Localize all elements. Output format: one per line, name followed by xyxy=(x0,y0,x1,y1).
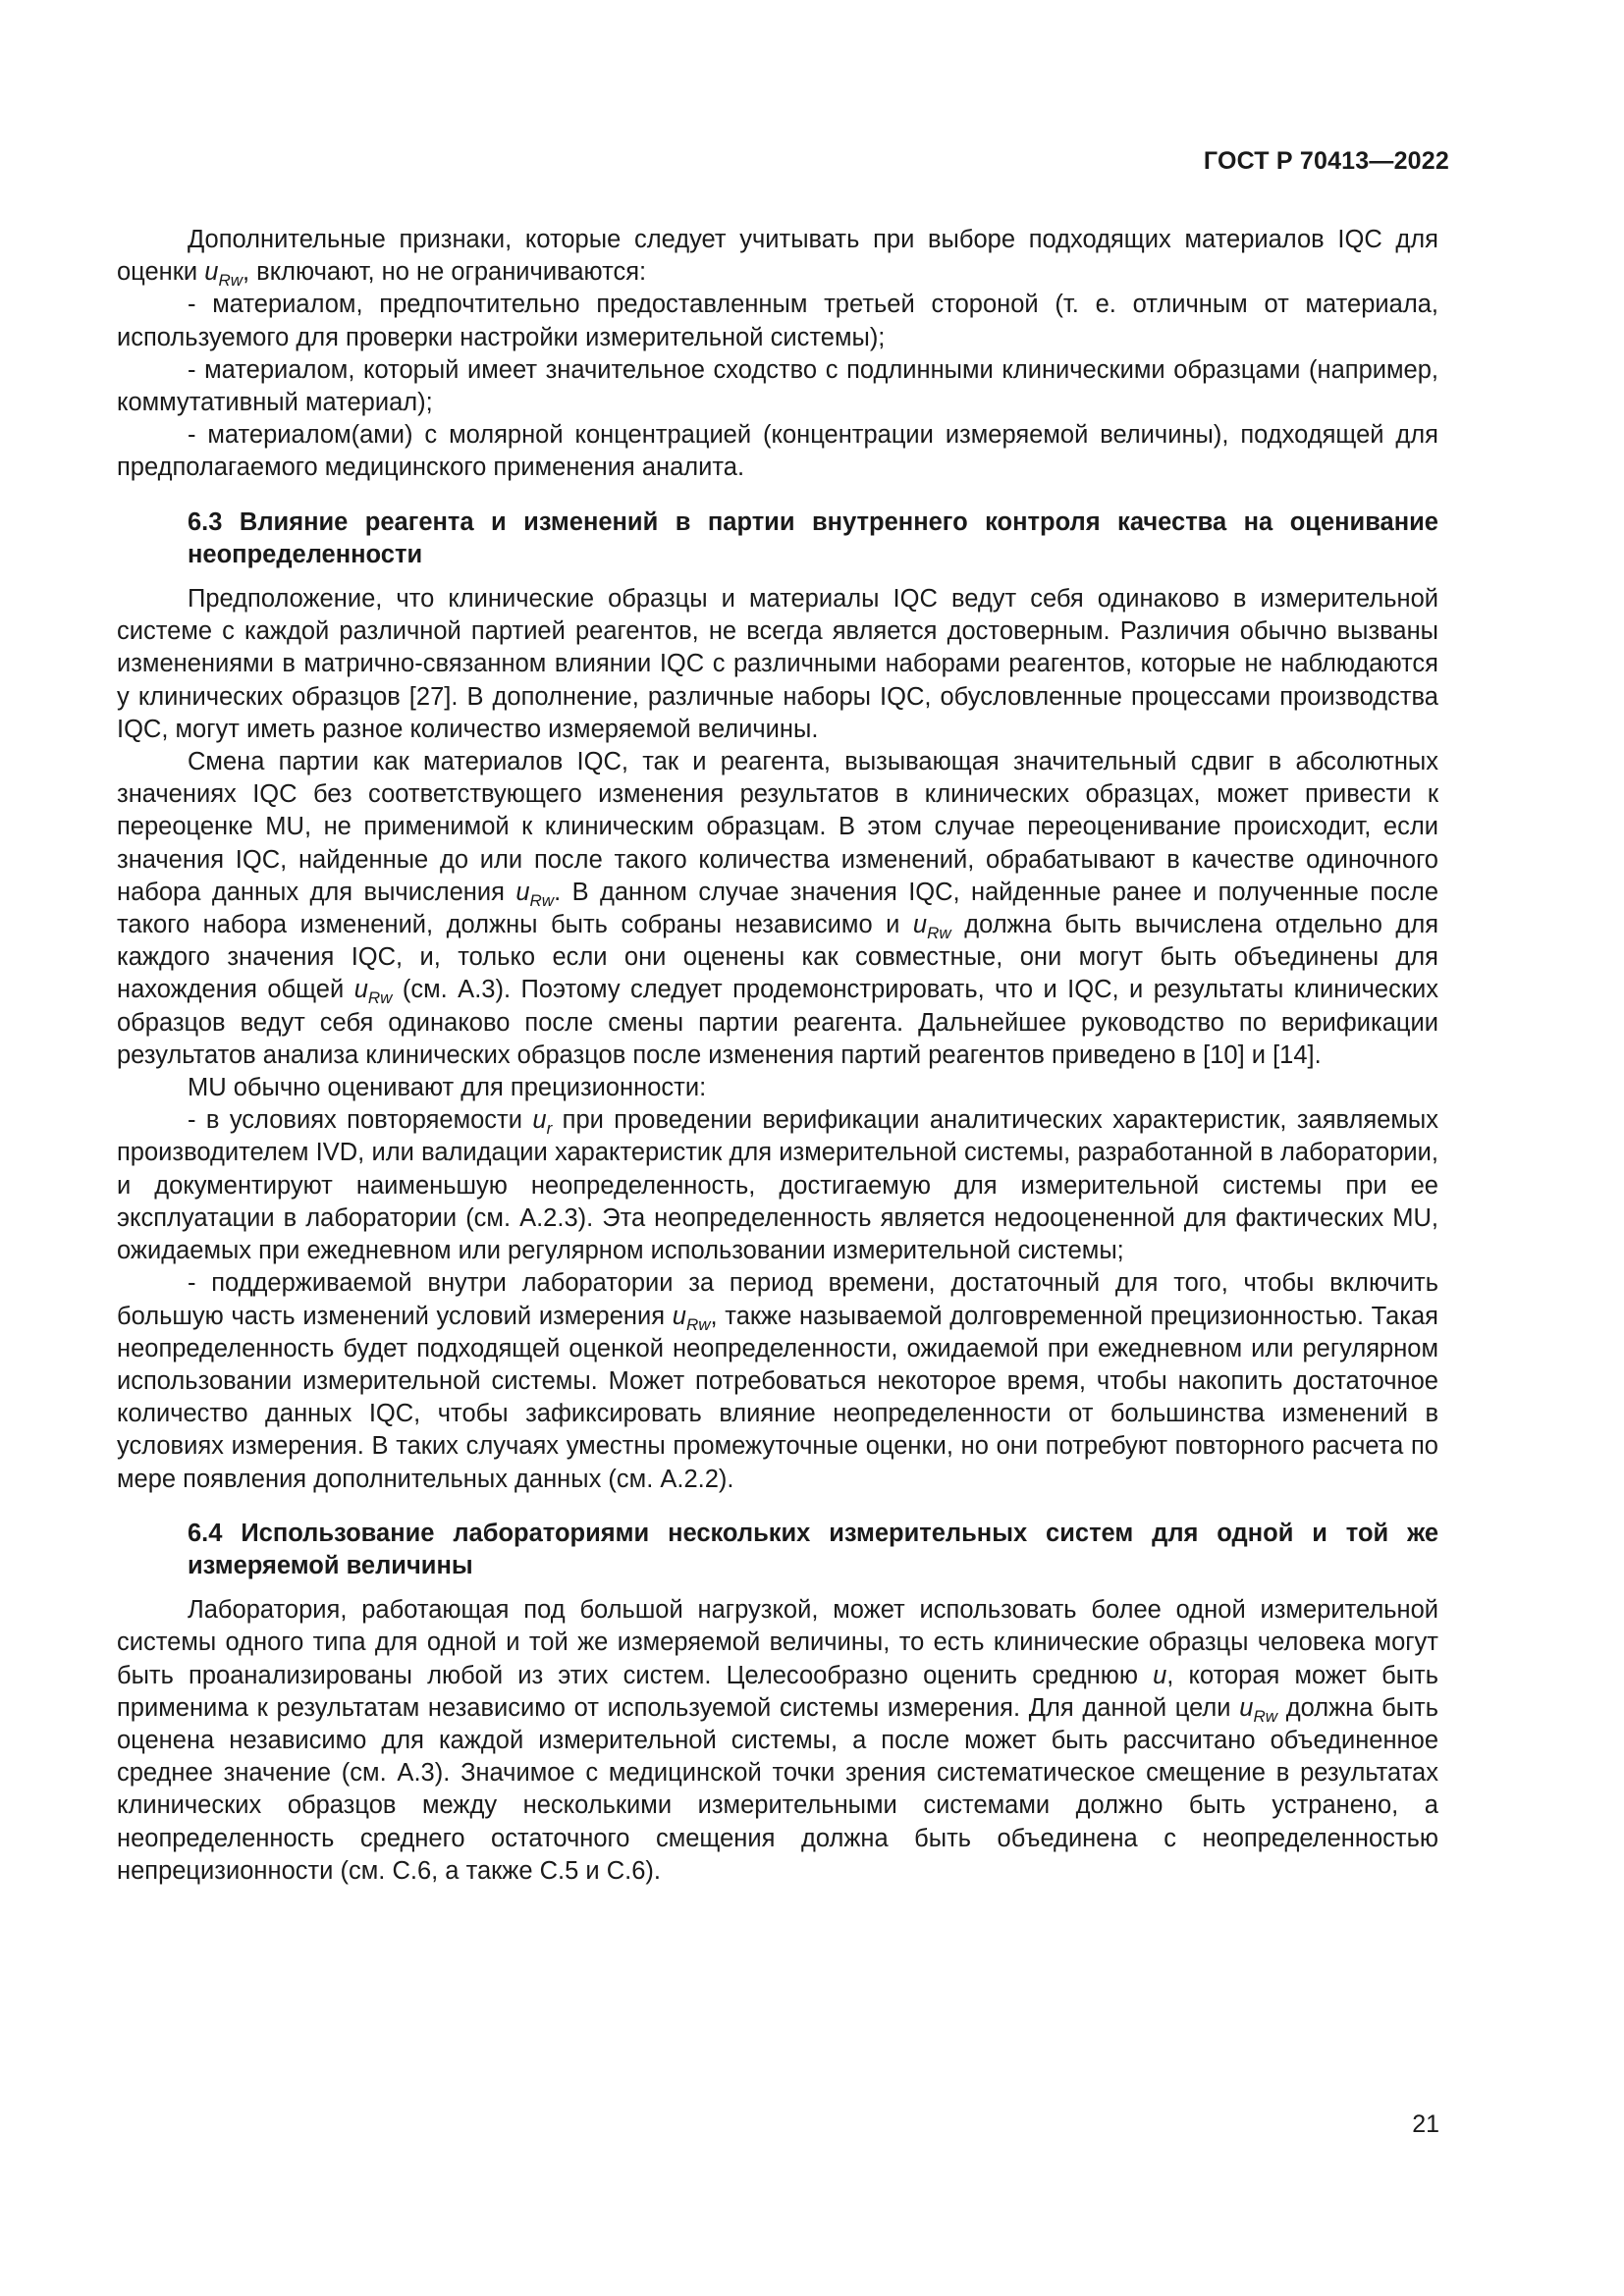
paragraph: Предположение, что клинические образцы и материалы IQC ведут себя одинаково в измерительной системе с каждой различной партией реагентов, не всегда является достоверным. Различия обычно вызваны изменениями в матрично-связанном влиянии IQC с различными наборами реагентов, которые не наблюдаются у клинических образцов [27]. В дополнение, различные наборы IQC, обусловленные процессами производства IQC, могут иметь разное количество измеряемой величины. xyxy=(117,585,1438,743)
symbol-subscript: Rw xyxy=(927,924,951,943)
text-run: , которая может быть применима к результатам независимо от используемой системы измерения. Для данной цели xyxy=(117,1661,1438,1722)
text-run: - в условиях повторяемости xyxy=(188,1106,533,1135)
symbol-u: u xyxy=(912,911,928,939)
section-heading-6-4: 6.4 Использование лабораториями нескольких измерительных систем для одной и той же измеряемой величины xyxy=(188,1519,1438,1579)
text-run: при проведении верификации аналитических характеристик, заявляемых производителем IVD, или валидации характеристик для измерительной системы, разработанной в лаборатории, и документируют наименьшую неопределенность, достигаемую для измерительной системы при ее эксплуатации в лаборатории (см. А.2.3). Эта неопределенность является недооцененной для фактических MU, ожидаемых при ежедневном или регулярном использовании измерительной системы; xyxy=(117,1106,1438,1265)
symbol-subscript: Rw xyxy=(367,988,393,1008)
text-run: Смена партии как материалов IQC, так и реагента, вызывающая значительный сдвиг в абсолютных значениях IQC без соответствующего изменения результатов в клинических образцах, может привести к переоценке MU, не применимой к клиническим образцам. В этом случае переоценивание происходит, если значения IQC, найденные до или после такого количества изменений, обрабатывают в качестве одиночного набора данных для вычисления xyxy=(117,748,1438,906)
symbol-u: u xyxy=(1153,1661,1167,1689)
symbol-u: u xyxy=(515,878,530,906)
text-run: - поддерживаемой внутри лаборатории за период времени, достаточный для того, чтобы включить большую часть изменений условий измерения xyxy=(117,1269,1438,1330)
symbol-u: u xyxy=(532,1106,547,1135)
page-number: 21 xyxy=(1412,2110,1439,2138)
symbol-u: u xyxy=(1239,1693,1254,1722)
paragraph xyxy=(117,224,1438,289)
symbol-u: u xyxy=(672,1302,686,1330)
text-run: Дополнительные признаки, которые следует учитывать при выборе подходящих материалов IQC для оценки xyxy=(117,226,1438,287)
symbol-subscript: Rw xyxy=(1253,1706,1277,1726)
symbol-subscript: r xyxy=(546,1119,553,1139)
document-code: ГОСТ Р 70413—2022 xyxy=(1203,147,1449,175)
text-run: , включают, но не ограничиваются: xyxy=(243,258,647,287)
list-item: - материалом, предпочтительно предоставленным третьей стороной (т. е. отличным от материала, используемого для проверки настройки измерительной системы); xyxy=(117,291,1438,351)
list-item xyxy=(117,1267,1438,1495)
text-run: . В данном случае значения IQC, найденные ранее и полученные после такого набора изменений, должны быть собраны независимо и xyxy=(117,878,1439,939)
symbol-u: u xyxy=(353,976,368,1004)
symbol-subscript: Rw xyxy=(218,271,243,291)
symbol-u: u xyxy=(204,258,219,287)
paragraph xyxy=(117,1594,1438,1888)
text-run: должна быть вычислена отдельно для каждого значения IQC, и, только если они оценены как совместные, они могут быть объединены для нахождения общей xyxy=(117,911,1439,1004)
paragraph xyxy=(117,746,1438,1072)
list-item xyxy=(117,1104,1438,1267)
text-run: , также называемой долговременной прецизионностью. Такая неопределенность будет подходящей оценкой неопределенности, ожидаемой при ежедневном или регулярном использовании измерительной системы. Может потребоваться некоторое время, чтобы накопить достаточное количество данных IQC, чтобы зафиксировать влияние неопределенности от большинства изменений в условиях измерения. В таких случаях уместны промежуточные оценки, но они потребуют повторного расчета по мере появления дополнительных данных (см. А.2.2). xyxy=(117,1302,1438,1493)
list-item: - материалом, который имеет значительное сходство с подлинными клиническими образцами (например, коммутативный материал); xyxy=(117,355,1438,417)
body-text xyxy=(117,224,1438,1888)
text-run: (см. А.3). Поэтому следует продемонстрировать, что и IQC, и результаты клинических образцов ведут себя одинаково после смены партии реагента. Дальнейшее руководство по верификации результатов анализа клинических образцов после изменения партий реагентов приведено в [10] и [14]. xyxy=(117,976,1438,1069)
text-run: Лаборатория, работающая под большой нагрузкой, может использовать более одной измерительной системы одного типа для одной и той же измеряемой величины, то есть клинические образцы человека могут быть проанализированы любой из этих систем. Целесообразно оценить среднюю xyxy=(117,1596,1438,1689)
symbol-subscript: Rw xyxy=(529,890,555,910)
list-item: - материалом(ами) с молярной концентрацией (концентрации измеряемой величины), подходящей для предполагаемого медицинского применения аналита. xyxy=(117,421,1438,482)
section-heading-6-3: 6.3 Влияние реагента и изменений в партии внутреннего контроля качества на оценивание неопределенности xyxy=(188,507,1438,568)
paragraph: MU обычно оценивают для прецизионности: xyxy=(188,1074,707,1102)
symbol-subscript: Rw xyxy=(685,1314,711,1334)
text-run: должна быть оценена независимо для каждой измерительной системы, а после может быть рассчитано объединенное среднее значение (см. А.3). Значимое с медицинской точки зрения систематическое смещение в результатах клинических образцов между несколькими измерительными системами должно быть устранено, а неопределенность среднего остаточного смещения должна быть объединена с неопределенностью непрецизионности (см. С.6, а также С.5 и С.6). xyxy=(117,1693,1438,1885)
